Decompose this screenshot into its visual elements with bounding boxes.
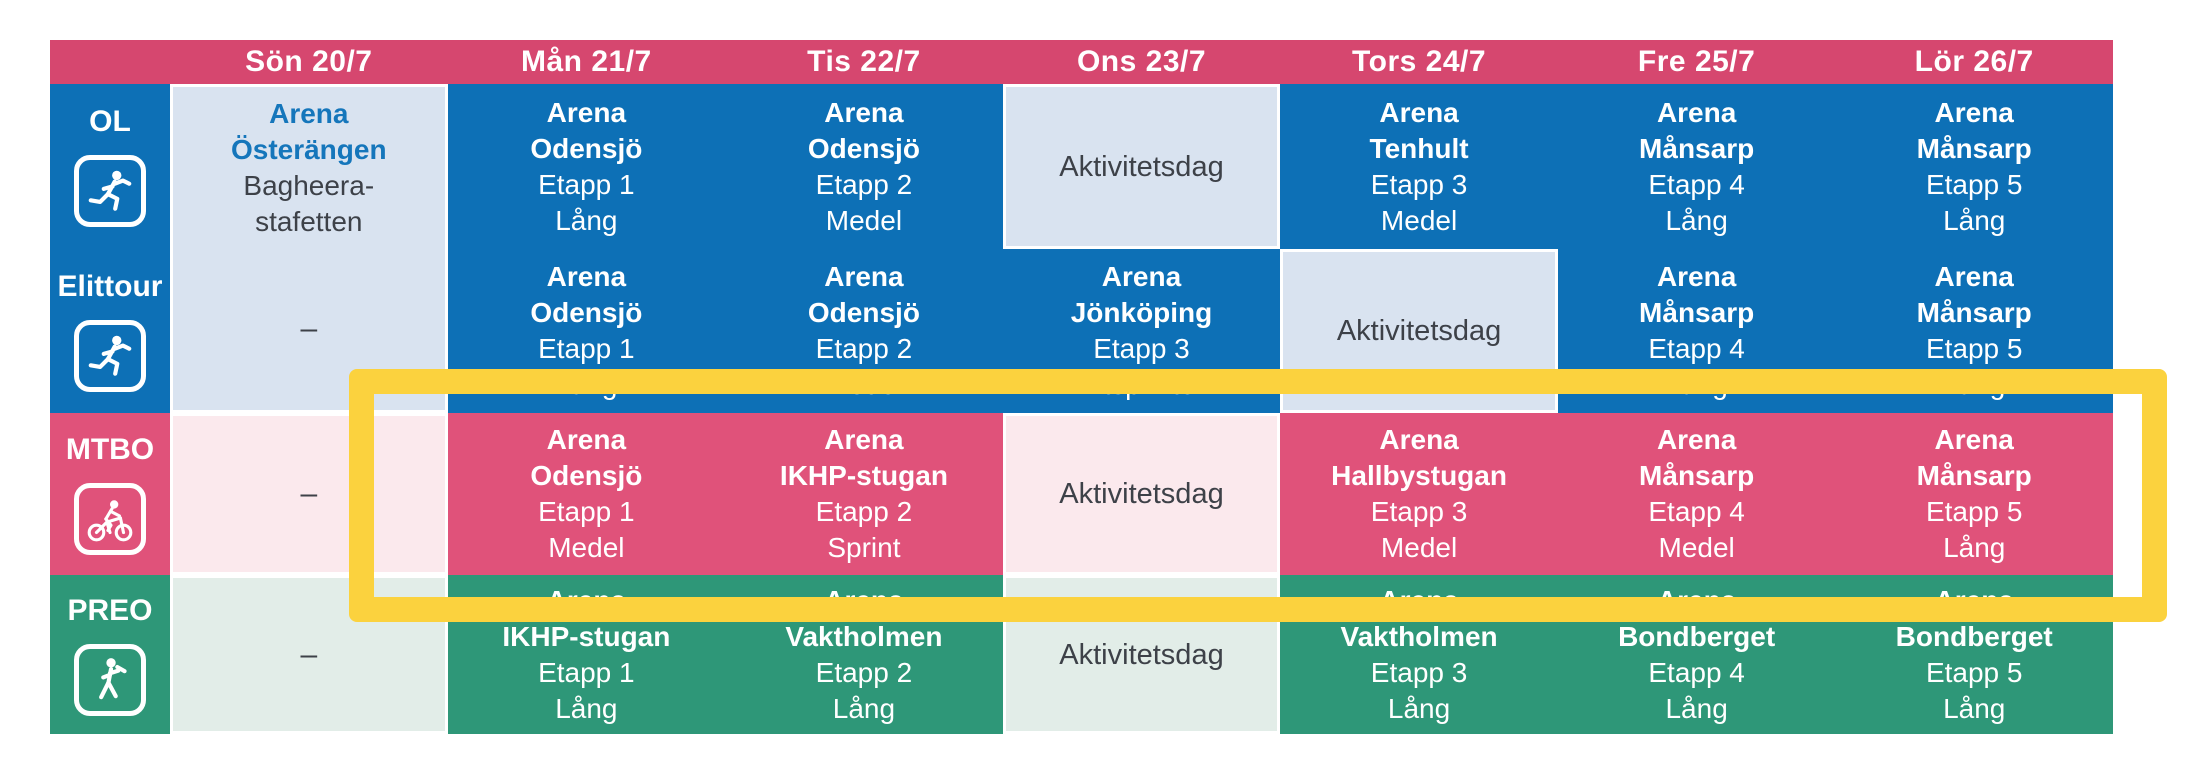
dash-cell — [173, 578, 445, 731]
event-cell-line: Etapp 5 — [1925, 496, 2023, 527]
event-cell-line: Arena — [1379, 96, 1459, 128]
row-label-mtbo — [50, 413, 170, 575]
event-cell-line: Etapp 1 — [538, 333, 635, 364]
row-label-text: PREO — [67, 593, 153, 627]
event-cell-line: Arena — [1934, 261, 2014, 292]
event-cell-line: Medel — [1380, 532, 1458, 563]
day-header: Lör 26/7 — [1835, 40, 2113, 84]
event-cell-line: Arena — [1934, 96, 2014, 128]
event-cell-line: Elitsprinten — [1072, 369, 1211, 400]
event-cell-line: Arena — [1656, 424, 1737, 455]
event-cell — [1280, 575, 1558, 734]
day-header: Fre 25/7 — [1558, 40, 1836, 84]
event-cell — [725, 413, 1003, 575]
event-cell-line: Lång — [555, 204, 618, 236]
event-cell-line: Arena — [546, 96, 627, 128]
event-cell — [1558, 84, 1836, 249]
day-header: Tis 22/7 — [725, 40, 1003, 84]
dash-label: – — [300, 637, 318, 671]
sunday-column-ol-elittour — [170, 84, 448, 413]
event-cell-line: Tenhult — [1369, 132, 1469, 164]
event-cell-line: Medel — [825, 204, 903, 236]
info-cell-line: Bagheera- — [243, 169, 375, 201]
event-cell — [1835, 575, 2113, 734]
event-cell — [1558, 413, 1836, 575]
event-cell-line: Månsarp — [1916, 297, 2032, 328]
activity-cell — [1003, 575, 1281, 734]
event-cell-line: Lång — [555, 692, 618, 724]
event-cell-line: Arena — [546, 424, 627, 455]
event-cell-line: Arena — [1656, 96, 1737, 128]
event-cell — [725, 575, 1003, 734]
event-cell-line: Arena — [824, 96, 904, 128]
label-column-mtbo — [50, 413, 170, 575]
event-cell-line: Arena — [824, 261, 904, 292]
event-cell — [1280, 413, 1558, 575]
event-cell — [448, 413, 726, 575]
event-cell-line: Etapp 1 — [538, 496, 635, 527]
event-cell-line: Vaktholmen — [785, 620, 943, 652]
event-cell — [1558, 575, 1836, 734]
row-label-text: Elittour — [57, 269, 163, 303]
event-cell-line: IKHP-stugan — [502, 620, 671, 652]
event-cell-line: Arena — [1379, 584, 1459, 616]
event-cell-line: Etapp 4 — [1648, 496, 1745, 527]
day-header: Sön 20/7 — [170, 40, 448, 84]
activity-label: Aktivitetsdag — [1059, 478, 1224, 510]
info-cell-line: Arena — [269, 97, 349, 129]
event-cell-line: Etapp 3 — [1370, 168, 1468, 200]
event-cell-line: Lång — [1943, 204, 2006, 236]
info-cell — [173, 87, 445, 249]
event-cell-line: Arena — [546, 584, 627, 616]
activity-cell — [1280, 249, 1558, 413]
sunday-column-mtbo — [170, 413, 448, 575]
event-cell-line: Odensjö — [807, 297, 920, 328]
event-cell-line: Etapp 5 — [1925, 168, 2023, 200]
activity-label: Aktivitetsdag — [1059, 150, 1224, 183]
event-cell-line: Månsarp — [1916, 132, 2032, 164]
event-cell-line: Medel — [825, 369, 903, 400]
event-cell-line: Lång — [1387, 692, 1451, 724]
event-cell-line: Etapp 1 — [538, 656, 635, 688]
event-cell-line: Arena — [824, 584, 904, 616]
row-label-preo — [50, 575, 170, 734]
event-cell-line: Arena — [1656, 261, 1737, 292]
event-cell — [1835, 84, 2113, 249]
event-cell-line: Etapp 3 — [1370, 496, 1468, 527]
event-cell-line: Etapp 1 — [538, 168, 635, 200]
event-cell-line: Medel — [1658, 532, 1735, 563]
event-cell-line: Sprint — [827, 532, 901, 563]
label-column-ol-elittour — [50, 84, 170, 413]
event-cell — [448, 575, 726, 734]
event-cell-line: Bondberget — [1895, 620, 2053, 652]
event-cell-line: Lång — [1665, 204, 1728, 236]
event-cell-line: Bondberget — [1618, 620, 1776, 652]
header-corner — [50, 40, 170, 84]
event-cell-line: Odensjö — [530, 132, 643, 164]
label-column-preo — [50, 575, 170, 734]
info-cell-line: Österängen — [230, 133, 387, 165]
event-cell-line: Månsarp — [1639, 297, 1755, 328]
event-cell-line: Etapp 2 — [815, 333, 913, 364]
dash-cell — [173, 416, 445, 572]
event-cell — [1558, 249, 1836, 413]
activity-label: Aktivitetsdag — [1336, 315, 1502, 347]
event-cell-line: Arena — [1934, 424, 2014, 455]
event-cell-line: Lång — [1943, 369, 2006, 400]
day-header: Ons 23/7 — [1003, 40, 1281, 84]
week-schedule-table — [50, 40, 2113, 734]
event-cell — [725, 84, 1003, 249]
sunday-column-preo — [170, 575, 448, 734]
info-cell-line: stafetten — [255, 205, 363, 237]
event-cell-line: Etapp 5 — [1925, 333, 2023, 364]
event-cell-line: Odensjö — [530, 460, 643, 491]
event-cell-line: Arena — [1934, 584, 2014, 616]
row-label-ol — [50, 84, 170, 249]
event-cell — [1280, 84, 1558, 249]
event-cell-line: Månsarp — [1639, 132, 1755, 164]
event-cell-line: Månsarp — [1916, 460, 2032, 491]
event-cell-line: Lång — [832, 692, 896, 724]
event-cell — [448, 84, 726, 249]
event-cell-line: Medel — [548, 532, 625, 563]
event-cell-line: Månsarp — [1639, 460, 1755, 491]
event-cell-line: Lång — [1665, 369, 1728, 400]
event-cell-line: Etapp 2 — [815, 656, 913, 688]
event-cell-line: Medel — [1380, 204, 1458, 236]
day-header: Mån 21/7 — [448, 40, 726, 84]
cyclist-icon — [74, 483, 146, 555]
event-cell-line: Odensjö — [807, 132, 920, 164]
event-cell-line: Arena — [546, 261, 627, 292]
event-cell-line: Arena — [1379, 424, 1459, 455]
event-cell-line: IKHP-stugan — [779, 460, 948, 491]
event-cell-line: Etapp 2 — [815, 168, 913, 200]
event-cell-line: Etapp 3 — [1370, 656, 1468, 688]
event-cell-line: Etapp 3 — [1093, 333, 1190, 364]
activity-cell — [1003, 413, 1281, 575]
event-cell-line: Etapp 5 — [1925, 656, 2023, 688]
event-cell-line: Lång — [555, 369, 618, 400]
event-cell-line: Lång — [1943, 692, 2006, 724]
event-cell — [1835, 249, 2113, 413]
row-label-elittour — [50, 249, 170, 414]
dash-label: – — [300, 477, 318, 510]
runner-icon — [74, 320, 146, 392]
event-cell-line: Arena — [1101, 261, 1182, 292]
dash-label: – — [300, 312, 318, 346]
activity-label: Aktivitetsdag — [1059, 638, 1224, 671]
walker-icon — [74, 644, 146, 716]
row-label-text: MTBO — [65, 433, 155, 466]
event-cell-line: Lång — [1665, 692, 1728, 724]
event-cell-line: Etapp 4 — [1648, 333, 1745, 364]
event-cell-line: Lång — [1943, 532, 2006, 563]
event-cell-line: Arena — [1656, 584, 1737, 616]
event-cell — [448, 249, 726, 413]
event-cell — [725, 249, 1003, 413]
event-cell — [1835, 413, 2113, 575]
event-cell-line: Hallbystugan — [1331, 460, 1507, 491]
event-cell-line: Etapp 2 — [815, 496, 913, 527]
row-label-text: OL — [89, 105, 131, 139]
dash-cell — [173, 249, 445, 411]
event-cell-line: Vaktholmen — [1340, 620, 1498, 652]
event-cell-line: Etapp 4 — [1648, 168, 1745, 200]
event-cell — [1003, 249, 1281, 413]
event-cell-line: Jönköping — [1070, 297, 1213, 328]
event-cell-line: Odensjö — [530, 297, 643, 328]
activity-cell — [1003, 84, 1281, 249]
day-header: Tors 24/7 — [1280, 40, 1558, 84]
event-cell-line: Etapp 4 — [1648, 656, 1745, 688]
event-cell-line: Arena — [824, 424, 904, 455]
runner-icon — [74, 155, 146, 227]
